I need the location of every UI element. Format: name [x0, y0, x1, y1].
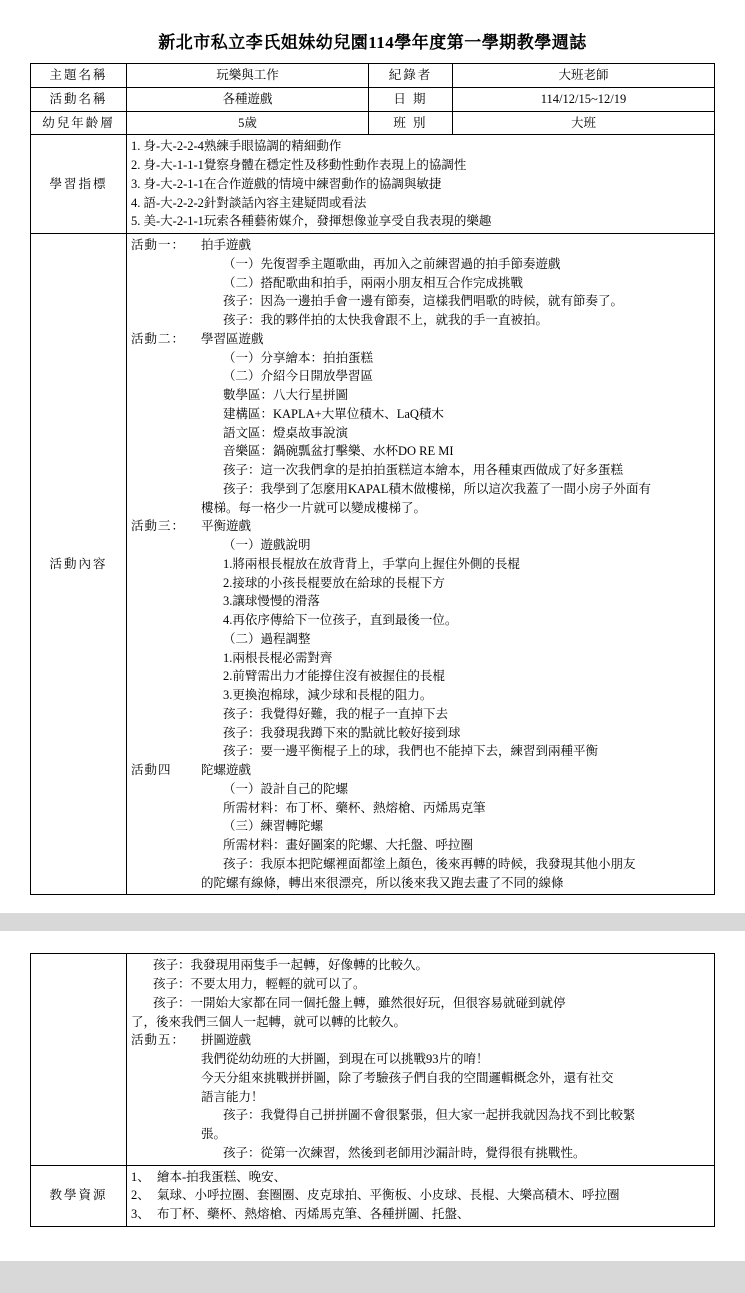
value-activity-name: 各種遊戲 — [127, 87, 369, 111]
activity-3-line: 孩子：要一邊平衡棍子上的球，我們也不能掉下去，練習到兩種平衡 — [223, 744, 599, 759]
activity-5-line: 孩子：我覺得自己拼拼圖不會很緊張，但大家一起拼我就因為找不到比較緊 — [223, 1108, 636, 1123]
continued-line: 孩子：我發現用兩隻手一起轉，好像轉的比較久。 — [153, 958, 429, 973]
activity-2-line: 樓梯。每一格少一片就可以變成樓梯了。 — [201, 500, 427, 515]
table-row-resources — [31, 1165, 715, 1226]
activity-5-name: 活動五： — [131, 1033, 186, 1048]
value-theme-name: 玩樂與工作 — [127, 64, 369, 88]
activity-5-line: 我們從幼幼班的大拼圖，到現在可以挑戰93片的唷！ — [201, 1052, 489, 1066]
table-row-content-continued — [31, 954, 715, 1165]
activity-4-name: 活動四 — [131, 763, 172, 777]
activity-2-line: 建構區：KAPLA+大單位積木、LaQ積木 — [223, 406, 444, 421]
goal-item: 4. 語-大-2-2-2針對談話內容主建疑問或看法 — [131, 195, 367, 210]
resource-text: 氣球、小呼拉圈、套圈圈、皮克球拍、平衡板、小皮球、長棍、大樂高積木、呼拉圈 — [157, 1188, 620, 1203]
activity-2-line: 數學區：八大行星拼圖 — [223, 388, 349, 402]
teaching-resources-cell — [127, 1165, 715, 1226]
activity-3-line: 3.讓球慢慢的滑落 — [223, 594, 320, 609]
activity-block-3 — [131, 517, 710, 761]
resource-item — [131, 1168, 710, 1187]
value-class: 大班 — [453, 111, 715, 135]
page-2 — [0, 931, 745, 1261]
activity-block-4 — [131, 761, 710, 892]
activity-4-line: 陀螺遊戲 — [201, 763, 252, 777]
label-teaching-resources: 教學資源 — [31, 1165, 127, 1226]
activity-2-line: 音樂區：鍋碗瓢盆打擊樂、水杯DO RE MI — [223, 444, 454, 459]
activity-2-line: （一）分享繪本：拍拍蛋糕 — [223, 350, 374, 365]
activity-5-line: 拼圖遊戲 — [201, 1033, 252, 1048]
activity-3-line: 4.再依序傳給下一位孩子，直到最後一位。 — [223, 613, 458, 627]
activity-3-name: 活動三： — [131, 519, 186, 534]
table-row-content — [31, 234, 715, 895]
activity-3-line: 孩子：我覺得好難，我的棍子一直掉下去 — [223, 706, 449, 721]
activity-1-line: 孩子：我的夥伴拍的太快我會跟不上，就我的手一直被拍。 — [223, 313, 549, 327]
activity-1-line: （二）搭配歌曲和拍手，兩兩小朋友相互合作完成挑戰 — [223, 275, 524, 290]
activity-2-line: （二）介紹今日開放學習區 — [223, 369, 374, 384]
resource-number: 3、 — [131, 1207, 150, 1221]
activity-2-line: 孩子：我學到了怎麼用KAPAL積木做樓梯，所以這次我蓋了一間小房子外面有 — [223, 481, 652, 496]
goal-item: 5. 美-大-2-1-1玩索各種藝術媒介，發揮想像並享受自我表現的樂趣 — [131, 214, 492, 229]
label-date: 日 期 — [369, 87, 453, 111]
label-age-group: 幼兒年齡層 — [31, 111, 127, 135]
activity-1-name: 活動一： — [131, 238, 186, 252]
label-learning-goals: 學習指標 — [31, 135, 127, 234]
activity-5-line: 張。 — [201, 1127, 227, 1141]
activity-block-5 — [131, 1031, 710, 1162]
continued-line: 孩子：不要太用力，輕輕的就可以了。 — [153, 977, 366, 991]
goal-item: 3. 身-大-2-1-1在合作遊戲的情境中練習動作的協調與敏捷 — [131, 176, 442, 191]
activity-4-line: 的陀螺有線條，轉出來很漂亮，所以後來我又跑去畫了不同的線條 — [201, 875, 564, 890]
label-class: 班 別 — [369, 111, 453, 135]
label-theme-name: 主題名稱 — [31, 64, 127, 88]
continued-line: 了，後來我們三個人一起轉，就可以轉的比較久。 — [131, 1014, 407, 1029]
activity-3-line: （二）過程調整 — [223, 631, 311, 646]
activity-content-cell — [127, 234, 715, 895]
learning-goals-cell — [127, 135, 715, 234]
weekly-log-table-continued — [30, 953, 715, 1227]
activity-3-line: 2.前臂需出力才能撐住沒有被握住的長棍 — [223, 669, 445, 684]
activity-1-line: 拍手遊戲 — [201, 238, 252, 252]
goal-item: 2. 身-大-1-1-1覺察身體在穩定性及移動性動作表現上的協調性 — [131, 158, 467, 172]
activity-1-line: （一）先復習季主題歌曲，再加入之前練習過的拍手節奏遊戲 — [223, 256, 561, 271]
activity-4-line: （三）練習轉陀螺 — [223, 819, 324, 834]
activity-3-line: 1.兩根長棍必需對齊 — [223, 650, 333, 665]
activity-3-line: 孩子：我發現我蹲下來的點就比較好接到球 — [223, 725, 461, 740]
activity-4-line: 孩子：我原本把陀螺裡面都塗上顏色，後來再轉的時候，我發現其他小朋友 — [223, 856, 636, 871]
activity-2-line: 孩子：這一次我們拿的是拍拍蛋糕這本繪本，用各種東西做成了好多蛋糕 — [223, 463, 624, 477]
resource-number: 2、 — [131, 1188, 150, 1203]
resource-item — [131, 1186, 710, 1205]
activity-3-line: （一）遊戲說明 — [223, 538, 311, 552]
activity-5-line: 今天分組來挑戰拼拼圖，除了考驗孩子們自我的空間邏輯概念外，還有社交 — [201, 1070, 614, 1085]
activity-3-line: 3.更換泡棉球，減少球和長棍的阻力。 — [223, 688, 433, 702]
resource-item — [131, 1205, 710, 1224]
label-activity-name: 活動名稱 — [31, 87, 127, 111]
table-row — [31, 64, 715, 88]
activity-3-line: 2.接球的小孩長棍要放在給球的長棍下方 — [223, 575, 445, 590]
resource-number: 1、 — [131, 1169, 150, 1184]
activity-2-name: 活動二： — [131, 331, 186, 346]
activity-5-line: 語言能力！ — [201, 1089, 264, 1104]
activity-3-line: 1.將兩根長棍放在放背背上，手掌向上握住外側的長棍 — [223, 556, 520, 571]
activity-content-continued-cell — [127, 954, 715, 1165]
resource-text: 布丁杯、藥杯、熱熔槍、丙烯馬克筆、各種拼圖、托盤、 — [157, 1207, 470, 1221]
table-row — [31, 111, 715, 135]
activity-block-2 — [131, 330, 710, 518]
value-age-group: 5歲 — [127, 111, 369, 135]
goal-item: 1. 身-大-2-2-4熟練手眼協調的精細動作 — [131, 139, 342, 154]
label-recorder: 紀錄者 — [369, 64, 453, 88]
activity-5-line: 孩子：從第一次練習，然後到老師用沙漏計時，覺得很有挑戰性。 — [223, 1145, 586, 1160]
activity-4-line: 所需材料：畫好圖案的陀螺、大托盤、呼拉圈 — [223, 838, 474, 852]
table-row-goals — [31, 135, 715, 234]
activity-2-line: 學習區遊戲 — [201, 331, 264, 346]
activity-3-line: 平衡遊戲 — [201, 519, 252, 534]
activity-4-line: （一）設計自己的陀螺 — [223, 781, 349, 796]
activity-1-line: 孩子：因為一邊拍手會一邊有節奏，這樣我們唱歌的時候，就有節奏了。 — [223, 294, 624, 309]
table-row — [31, 87, 715, 111]
label-empty-continuation — [31, 954, 127, 1165]
activity-2-line: 語文區：燈桌故事說演 — [223, 425, 349, 440]
activity-4-line: 所需材料：布丁杯、藥杯、熱熔槍、丙烯馬克筆 — [223, 800, 486, 815]
label-activity-content: 活動內容 — [31, 234, 127, 895]
weekly-log-table — [30, 63, 715, 895]
activity-block-1 — [131, 236, 710, 330]
resource-text: 繪本-拍我蛋糕、晚安、 — [157, 1169, 287, 1184]
value-date: 114/12/15~12/19 — [453, 87, 715, 111]
page-title: 新北市私立李氏姐妹幼兒園114學年度第一學期教學週誌 — [158, 33, 587, 52]
continued-line: 孩子：一開始大家都在同一個托盤上轉，雖然很好玩，但很容易就碰到就停 — [153, 995, 566, 1010]
value-recorder: 大班老師 — [453, 64, 715, 88]
